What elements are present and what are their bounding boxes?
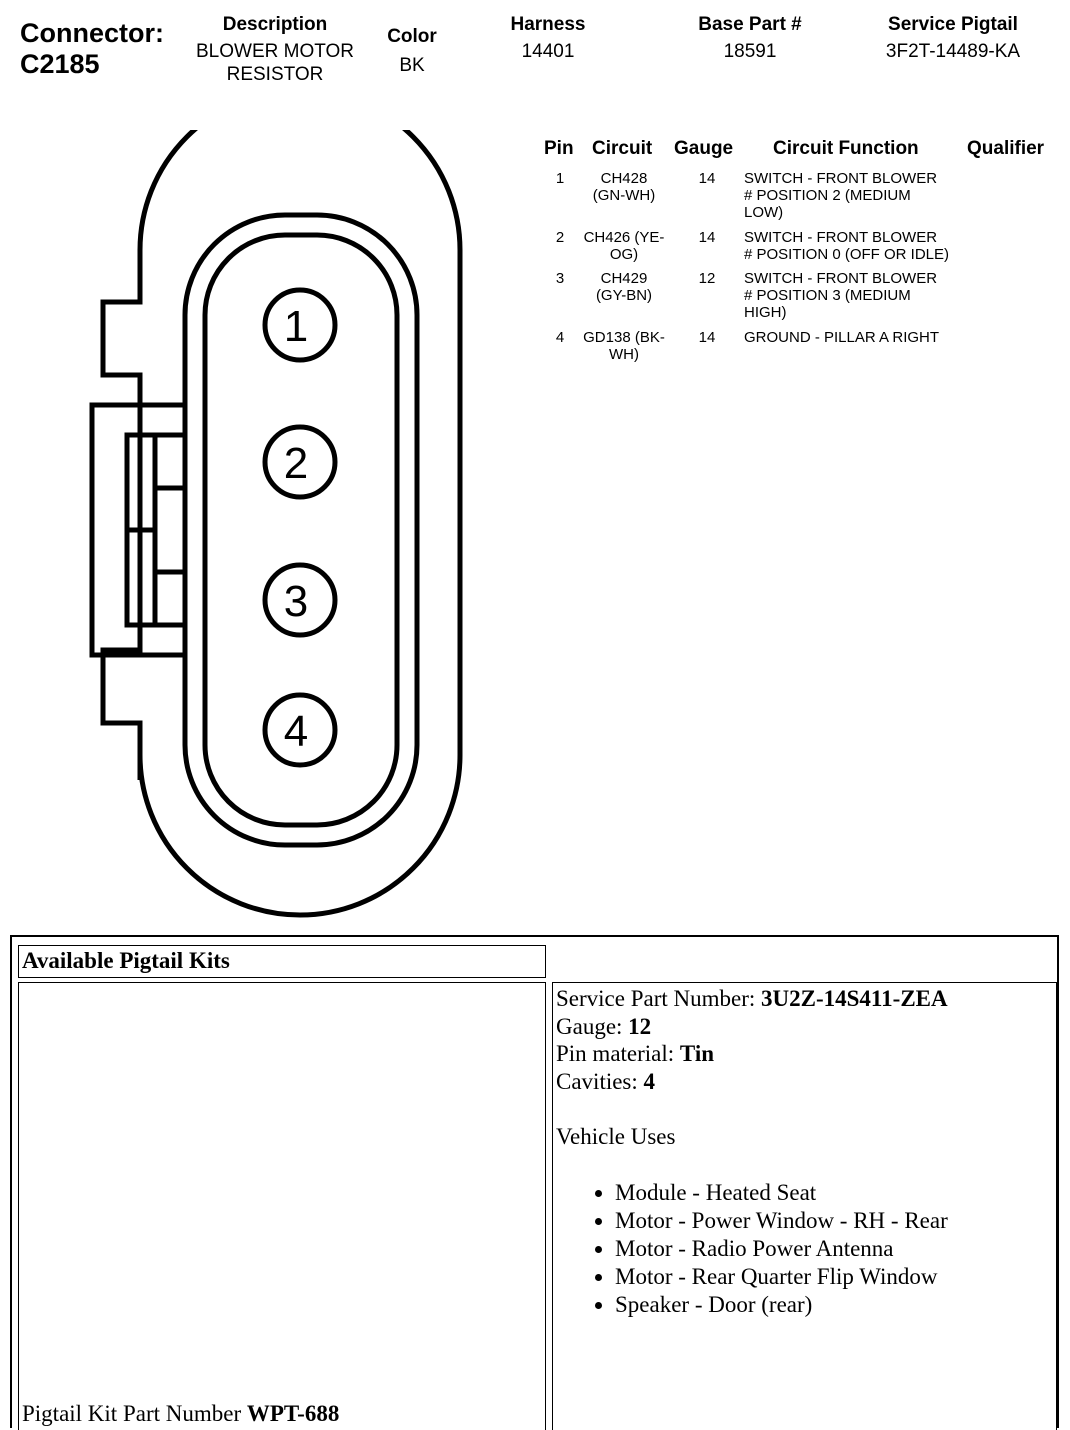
pin-number: 1 [555,170,565,187]
header-description [180,14,370,86]
list-item: • Module - Heated Seat [615,1179,948,1207]
base-part-label: Base Part # [698,14,802,35]
col-header-qualifier: Qualifier [967,138,1045,159]
pigtail-kit-part-value: WPT-688 [246,1401,340,1426]
description-value-line2: RESISTOR [226,64,324,85]
description-label: Description [222,14,328,35]
pigtail-kits-table [10,935,1059,1428]
circuit: CH428 (GN-WH) [592,170,656,204]
pin-label-4: 4 [283,707,309,756]
col-header-circuit-function: Circuit Function [773,138,919,159]
pigtail-kit-part-number: Pigtail Kit Part Number WPT-688 [22,1401,340,1426]
service-part-number: Service Part Number: 3U2Z-14S411-ZEA [556,986,948,1011]
header-color [372,26,452,77]
service-pigtail-label: Service Pigtail [888,14,1018,35]
connector-id: C2185 [20,49,100,79]
list-item: • Motor - Power Window - RH - Rear [615,1207,948,1235]
pigtail-kit-image-cell [18,982,546,1430]
service-pigtail-value: 3F2T-14489-KA [885,41,1021,62]
header-service-pigtail [860,14,1046,63]
pin-number: 3 [555,270,565,287]
circuit-function: SWITCH - FRONT BLOWER # POSITION 2 (MEDIUM LOW) [744,170,938,221]
cavities: Cavities: 4 [556,1069,656,1094]
gauge: 14 [698,329,716,346]
circuit: CH426 (YE- OG) [583,229,665,263]
pin-material: Pin material: Tin [556,1041,715,1066]
pin-label-3: 3 [283,577,309,626]
vehicle-uses-label: Vehicle Uses [556,1124,676,1149]
pin-label-2: 2 [283,439,309,488]
list-item: • Motor - Rear Quarter Flip Window [615,1263,948,1291]
base-part-value: 18591 [723,41,777,62]
pigtail-kit-details-cell [552,982,1057,1430]
circuit-function: SWITCH - FRONT BLOWER # POSITION 0 (OFF OR IDLE) [744,229,950,263]
col-header-pin: Pin [544,138,574,159]
circuit-function: SWITCH - FRONT BLOWER # POSITION 3 (MEDIUM HIGH) [744,270,938,321]
circuit: CH429 (GY-BN) [595,270,653,304]
pin-number: 4 [555,329,565,346]
color-label: Color [387,26,437,47]
harness-label: Harness [510,14,586,35]
circuit-function: GROUND - PILLAR A RIGHT [744,329,940,346]
gauge: 12 [698,270,716,287]
pin-label-1: 1 [283,302,309,351]
vehicle-uses-list [587,1179,948,1319]
kit-gauge: Gauge: 12 [556,1014,652,1039]
color-value: BK [399,55,425,76]
connector-label-text: Connector: [20,18,164,48]
harness-value: 14401 [521,41,575,62]
connector-label [20,18,164,80]
col-header-gauge: Gauge [674,138,734,159]
description-value-line1: BLOWER MOTOR [196,41,354,62]
col-header-circuit: Circuit [592,138,653,159]
header-base-part [670,14,830,63]
circuit: GD138 (BK- WH) [583,329,665,363]
pigtail-kits-title: Available Pigtail Kits [18,945,546,978]
list-item: • Motor - Radio Power Antenna [615,1235,948,1263]
list-item: • Speaker - Door (rear) [615,1291,948,1319]
connector-diagram [0,130,530,920]
gauge: 14 [698,229,716,246]
pin-number: 2 [555,229,565,246]
header-harness [488,14,608,63]
gauge: 14 [698,170,716,187]
